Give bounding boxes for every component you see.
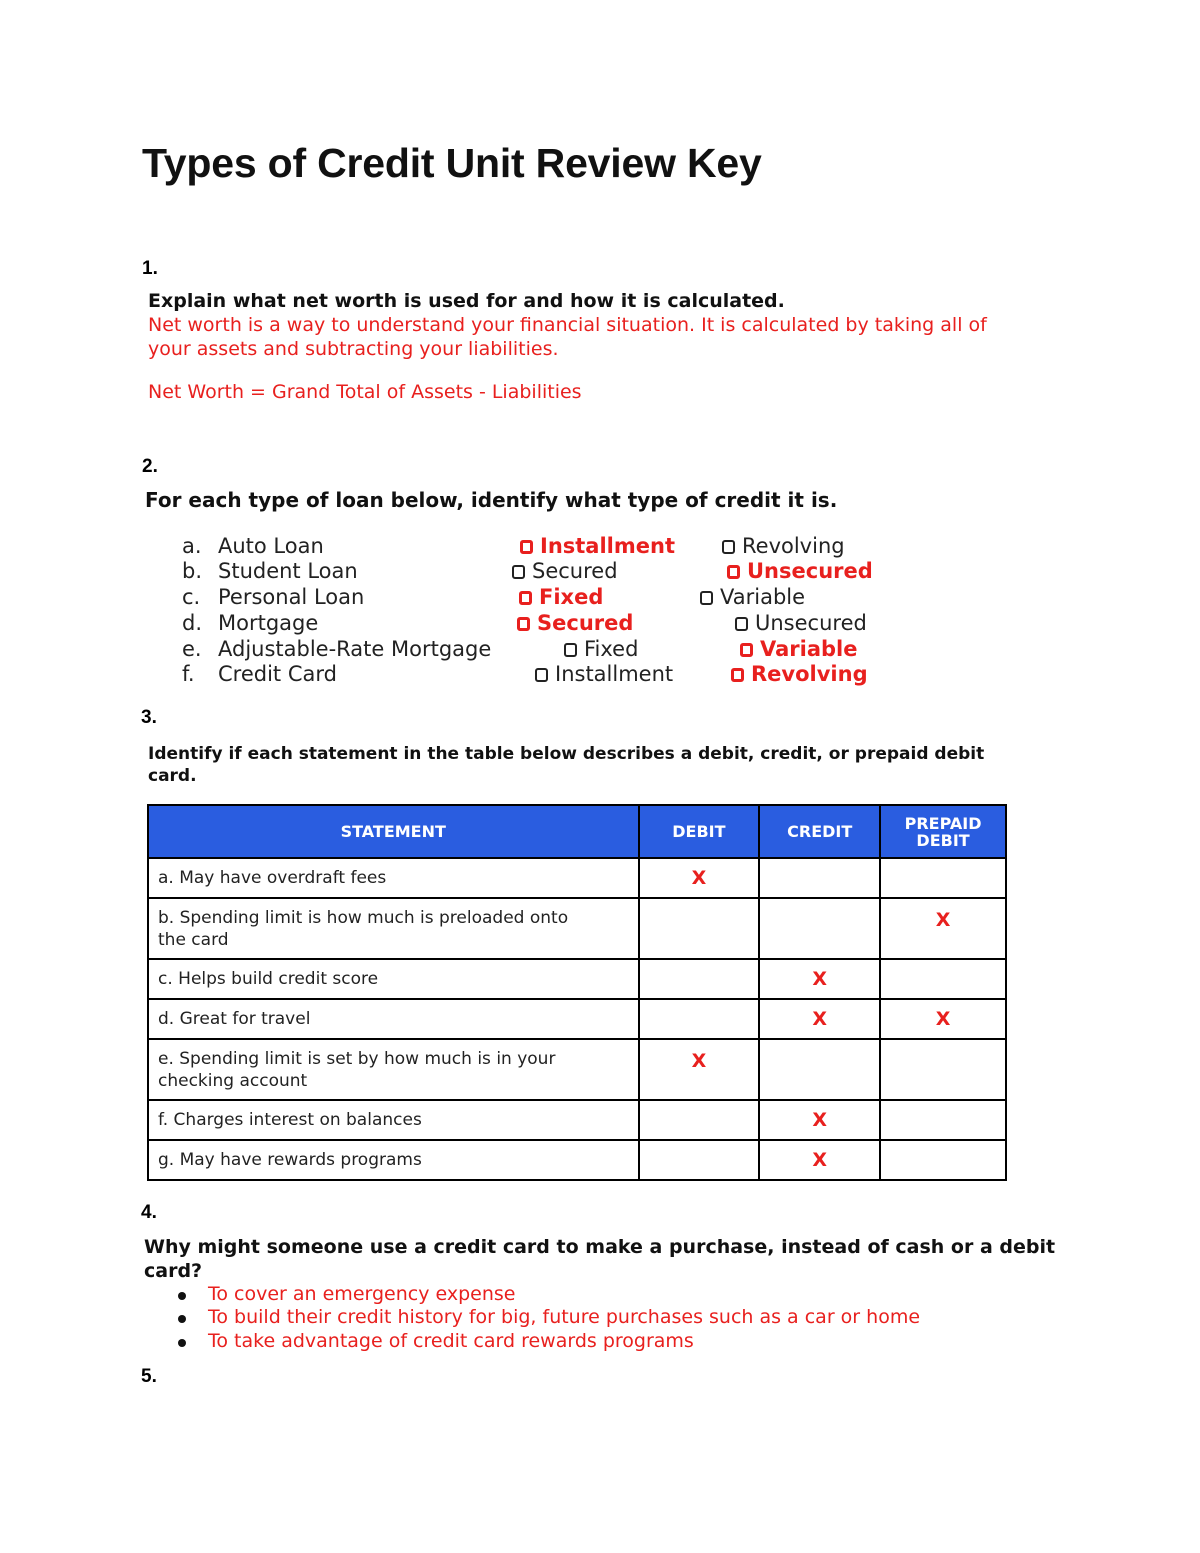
loan-item-label: Mortgage (218, 611, 319, 635)
column-header-credit: CREDIT (759, 805, 880, 858)
table-row (148, 858, 1006, 898)
list-item: To build their credit history for big, future purchases such as a car or home (208, 1306, 921, 1328)
checkbox-icon (535, 668, 548, 682)
question-4-prompt-line-1: Why might someone use a credit card to make a purchase, instead of cash or a debit (144, 1236, 1056, 1258)
prepaid-mark-cell (880, 1100, 1006, 1140)
loan-item-label: Student Loan (218, 559, 358, 583)
checkbox-option[interactable]: Revolving (722, 534, 845, 558)
checkbox-option[interactable]: Secured (512, 559, 618, 583)
checkbox-option[interactable]: Fixed (564, 637, 638, 661)
checkbox-option[interactable]: Fixed (519, 585, 603, 609)
credit-mark-cell (759, 959, 880, 999)
loan-item-letter: c. (182, 585, 201, 609)
table-row (148, 898, 1006, 959)
debit-mark-cell (639, 898, 760, 959)
bullet-icon (178, 1292, 186, 1300)
checkbox-icon (722, 540, 735, 554)
checkbox-option[interactable]: Unsecured (727, 559, 873, 583)
loan-item-label: Credit Card (218, 662, 337, 686)
page-title: Types of Credit Unit Review Key (142, 140, 762, 186)
question-2-number: 2. (142, 456, 158, 477)
column-header-debit: DEBIT (639, 805, 760, 858)
table-row (148, 999, 1006, 1039)
question-2-prompt: For each type of loan below, identify what type of credit it is. (145, 488, 838, 512)
loan-item-label: Auto Loan (218, 534, 324, 558)
loan-item-letter: d. (182, 611, 203, 635)
checkbox-option[interactable]: Unsecured (735, 611, 867, 635)
x-mark-icon: X (812, 1008, 828, 1030)
loan-item-label: Adjustable-Rate Mortgage (218, 637, 492, 661)
statement-cell: f. Charges interest on balances (148, 1100, 639, 1140)
debit-mark-cell (639, 1140, 760, 1180)
prepaid-mark-cell (880, 898, 1006, 959)
checkbox-icon (740, 643, 753, 657)
statement-cell: c. Helps build credit score (148, 959, 639, 999)
loan-item-label: Personal Loan (218, 585, 365, 609)
question-3-prompt-line-2: card. (148, 766, 197, 786)
debit-mark-cell (639, 858, 760, 898)
loan-item-letter: b. (182, 559, 203, 583)
net-worth-formula: Net Worth = Grand Total of Assets - Liabilities (148, 381, 582, 403)
question-4-number: 4. (141, 1202, 157, 1223)
credit-mark-cell (759, 999, 880, 1039)
prepaid-mark-cell (880, 1039, 1006, 1100)
debit-mark-cell (639, 1039, 760, 1100)
checkbox-icon (517, 617, 530, 631)
checkbox-icon (700, 591, 713, 605)
loan-item-letter: f. (182, 662, 195, 686)
credit-mark-cell (759, 1100, 880, 1140)
statement-cell: d. Great for travel (148, 999, 639, 1039)
loan-item-b (182, 559, 358, 583)
table-row (148, 1140, 1006, 1180)
loan-item-a (182, 534, 324, 558)
table-row (148, 1100, 1006, 1140)
question-3-prompt-line-1: Identify if each statement in the table below describes a debit, credit, or prepaid debit (148, 744, 985, 764)
debit-mark-cell (639, 959, 760, 999)
question-4-prompt-line-2: card? (144, 1260, 203, 1282)
question-1-prompt: Explain what net worth is used for and how it is calculated. (148, 290, 785, 312)
checkbox-icon (519, 591, 532, 605)
prepaid-mark-cell (880, 1140, 1006, 1180)
column-header-statement: STATEMENT (148, 805, 639, 858)
statement-cell: g. May have rewards programs (148, 1140, 639, 1180)
question-5-number: 5. (141, 1366, 157, 1387)
table-row (148, 1039, 1006, 1100)
checkbox-icon (731, 668, 744, 682)
credit-mark-cell (759, 898, 880, 959)
credit-mark-cell (759, 1039, 880, 1100)
checkbox-option[interactable]: Installment (520, 534, 675, 558)
list-item: To take advantage of credit card rewards programs (208, 1330, 694, 1352)
loan-item-c (182, 585, 365, 609)
checkbox-option[interactable]: Revolving (731, 662, 868, 686)
prepaid-mark-cell (880, 999, 1006, 1039)
x-mark-icon: X (812, 1109, 828, 1131)
statement-cell: a. May have overdraft fees (148, 858, 639, 898)
loan-item-d (182, 611, 319, 635)
x-mark-icon: X (691, 1050, 707, 1072)
credit-mark-cell (759, 858, 880, 898)
x-mark-icon: X (935, 1008, 951, 1030)
loan-item-e (182, 637, 492, 661)
prepaid-mark-cell (880, 858, 1006, 898)
checkbox-option[interactable]: Secured (517, 611, 633, 635)
checkbox-icon (564, 643, 577, 657)
loan-item-f (182, 662, 337, 686)
checkbox-icon (520, 540, 533, 554)
loan-item-letter: a. (182, 534, 202, 558)
list-item: To cover an emergency expense (208, 1283, 516, 1305)
debit-mark-cell (639, 999, 760, 1039)
checkbox-option[interactable]: Installment (535, 662, 673, 686)
checkbox-icon (512, 565, 525, 579)
bullet-icon (178, 1339, 186, 1347)
checkbox-icon (727, 565, 740, 579)
question-1-answer-line-2: your assets and subtracting your liabilities. (148, 338, 559, 360)
credit-mark-cell (759, 1140, 880, 1180)
checkbox-option[interactable]: Variable (740, 637, 857, 661)
statement-cell: e. Spending limit is set by how much is in your checking account (148, 1039, 639, 1100)
loan-item-letter: e. (182, 637, 202, 661)
question-3-number: 3. (141, 707, 157, 728)
table-row (148, 959, 1006, 999)
table-header-row (148, 805, 1006, 858)
column-header-prepaid-debit: PREPAID DEBIT (880, 805, 1006, 858)
card-type-table (147, 804, 1007, 1181)
question-1-answer-line-1: Net worth is a way to understand your financial situation. It is calculated by taking all of (148, 314, 987, 336)
x-mark-icon: X (812, 1149, 828, 1171)
statement-cell: b. Spending limit is how much is preloaded onto the card (148, 898, 639, 959)
question-1-number: 1. (142, 258, 158, 279)
x-mark-icon: X (812, 968, 828, 990)
checkbox-icon (735, 617, 748, 631)
prepaid-mark-cell (880, 959, 1006, 999)
bullet-icon (178, 1315, 186, 1323)
x-mark-icon: X (935, 909, 951, 931)
debit-mark-cell (639, 1100, 760, 1140)
checkbox-option[interactable]: Variable (700, 585, 805, 609)
x-mark-icon: X (691, 867, 707, 889)
